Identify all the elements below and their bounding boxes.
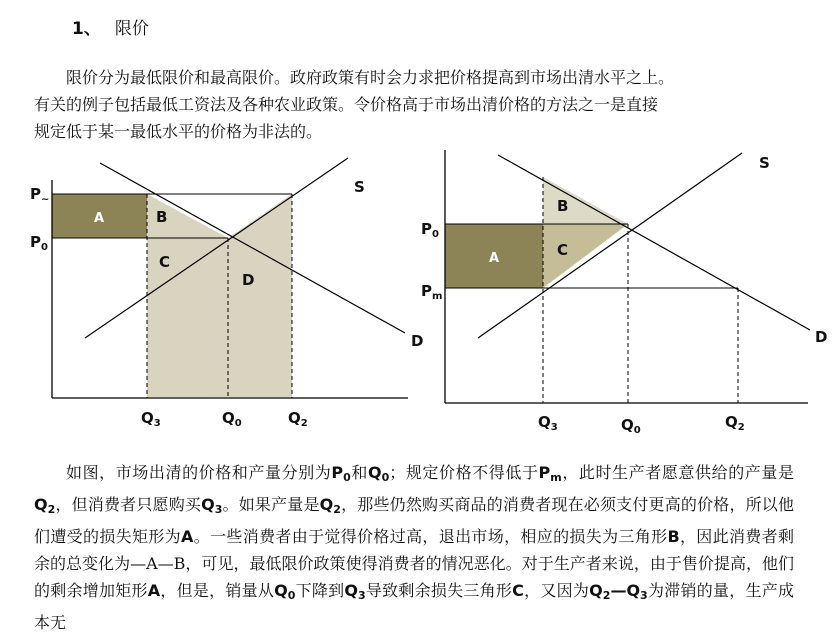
- right-area-b-fill: [543, 177, 628, 224]
- left-label-area-d: D: [242, 271, 255, 289]
- intro-line-1: 限价分为最低限价和最高限价。政府政策有时会力求把价格提高到市场出清水平之上。: [66, 68, 675, 87]
- intro-line-3: 规定低于某一最低水平的价格为非法的。: [34, 122, 323, 141]
- left-label-price-eq: $P_0$: [30, 233, 48, 253]
- right-label-q3: $Q_3$: [538, 413, 558, 433]
- left-label-demand: D: [411, 332, 424, 350]
- right-diagram: [421, 150, 827, 436]
- right-label-price-eq: $P_0$: [421, 220, 439, 240]
- left-label-q2: $Q_2$: [288, 409, 308, 429]
- right-label-demand: D: [815, 328, 828, 346]
- intro-line-2: 有关的例子包括最低工资法及各种农业政策。令价格高于市场出清价格的方法之一是直接: [34, 95, 659, 114]
- right-label-supply: S: [759, 154, 770, 172]
- right-area-c-fill: [543, 224, 628, 288]
- right-label-area-c: C: [557, 241, 569, 259]
- section-title: 限价: [114, 19, 149, 39]
- left-label-q0: $Q_0$: [222, 409, 242, 429]
- left-diagram: [30, 158, 423, 429]
- left-label-q3: $Q_3$: [141, 409, 161, 429]
- right-label-q2: $Q_2$: [725, 413, 745, 433]
- right-label-area-a: A: [489, 251, 500, 266]
- left-label-supply: S: [354, 178, 365, 196]
- explanation-text: 如图，市场出清的价格和产量分别为$P_0$和$Q_0$；规定价格不得低于$P_m$，此时生产者愿意供给的产量是$Q_2$，但消费者只愿购买$Q_3$。如果产量是$Q_2$，那些仍然购买商品的消费者现在必须支付更高的价格，所以他们遭受的损失矩形为A。一些消费者由于觉得价格过高，退出市场，相应的损失为三角形B，因此消费者剩余的总变化为—A—B，可见，最低限价政策使得消费者的情况恶化。对于生产者来说，由于售价提高，他们的剩余增加矩形A，但是，销量从$Q_0$下降到$Q_3$导致剩余损失三角形C，又因为$Q_2—Q_3$为滞销的量，生产成本无: [34, 463, 794, 632]
- left-label-area-b: B: [156, 208, 168, 226]
- right-label-area-b: B: [557, 197, 569, 215]
- left-label-price-high: $P_\sim$: [30, 185, 50, 205]
- right-label-q0: $Q_0$: [621, 416, 641, 436]
- section-number: 1、: [72, 19, 101, 39]
- right-label-price-min: $P_m$: [421, 282, 443, 302]
- explanation-paragraph: [34, 459, 794, 636]
- left-label-area-a: A: [94, 211, 105, 226]
- left-label-area-c: C: [159, 253, 171, 271]
